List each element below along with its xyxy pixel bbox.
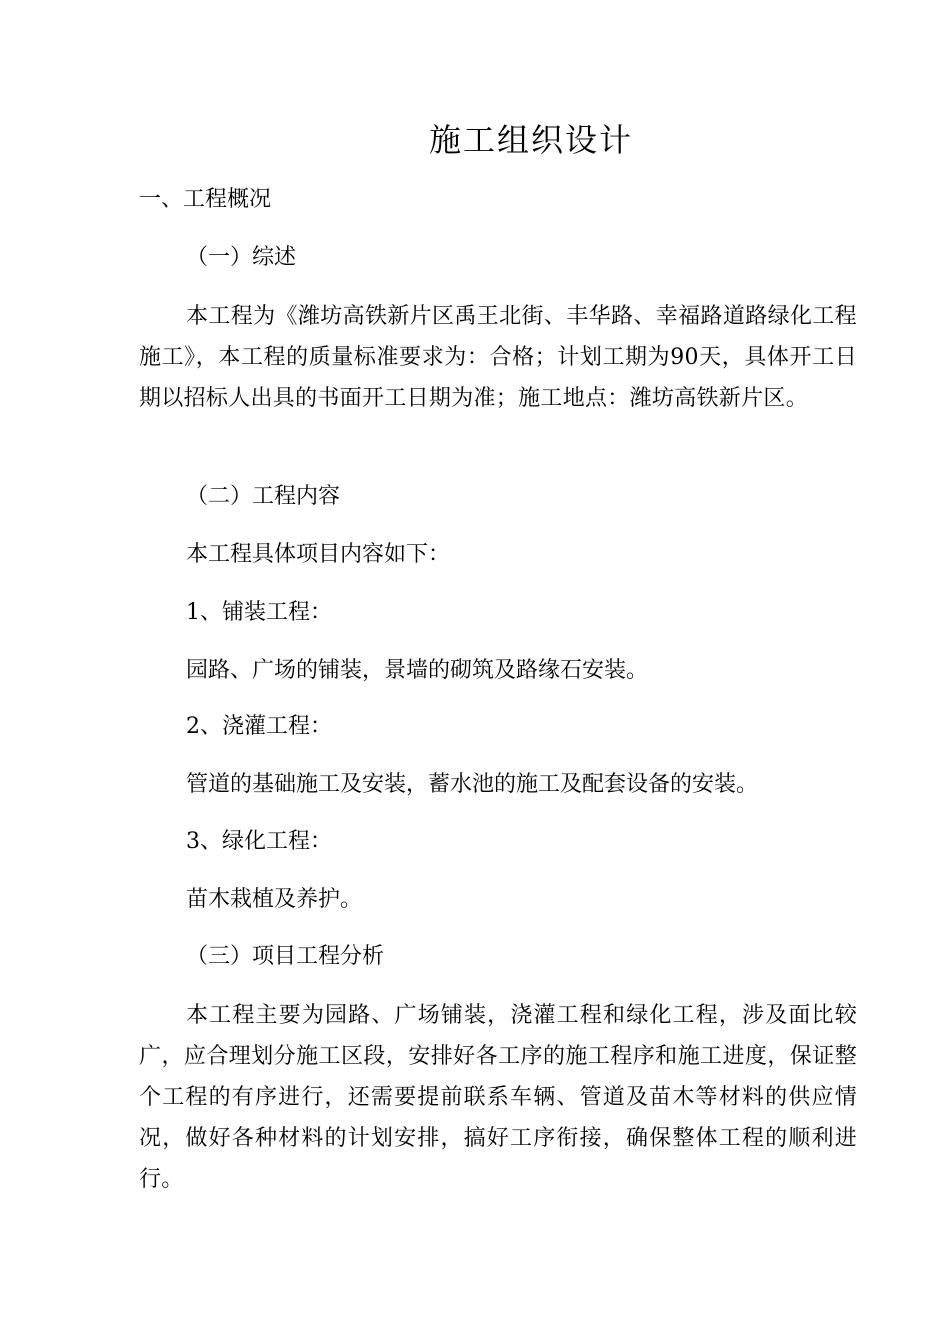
item-detail-greening: 苗木栽植及养护。 xyxy=(186,887,363,912)
item-detail-irrigation: 管道的基础施工及安装，蓄水池的施工及配套设备的安装。 xyxy=(186,772,759,797)
item-label-irrigation: 2、浇灌工程： xyxy=(186,714,332,739)
subsection-heading-analysis: （三）项目工程分析 xyxy=(186,944,385,969)
content-intro: 本工程具体项目内容如下： xyxy=(186,542,451,567)
item-label-paving: 1、铺装工程： xyxy=(186,600,332,625)
summary-paragraph: 本工程为《潍坊高铁新片区禹王北街、丰华路、幸福路道路绿化工程施工》，本工程的质量标准要求为：合格；计划工期为90天，具体开工日期以招标人出具的书面开工日期为准；施工地点：潍坊高铁新片区。 xyxy=(139,304,857,411)
item-label-greening: 3、绿化工程： xyxy=(186,829,332,854)
item-detail-paving: 园路、广场的铺装，景墙的砌筑及路缘石安装。 xyxy=(186,658,649,683)
document-title: 施工组织设计 xyxy=(428,121,633,159)
subsection-heading-content: （二）工程内容 xyxy=(186,484,341,509)
analysis-paragraph: 本工程主要为园路、广场铺装，浇灌工程和绿化工程，涉及面比较广，应合理划分施工区段，安排好各工序的施工程序和施工进度，保证整个工程的有序进行，还需要提前联系车辆、管道及苗木等材料的供应情况，做好各种材料的计划安排，搞好工序衔接，确保整体工程的顺利进行。 xyxy=(139,1003,857,1192)
subsection-heading-summary: （一）综述 xyxy=(186,245,297,270)
section-heading-overview: 一、工程概况 xyxy=(139,187,272,212)
